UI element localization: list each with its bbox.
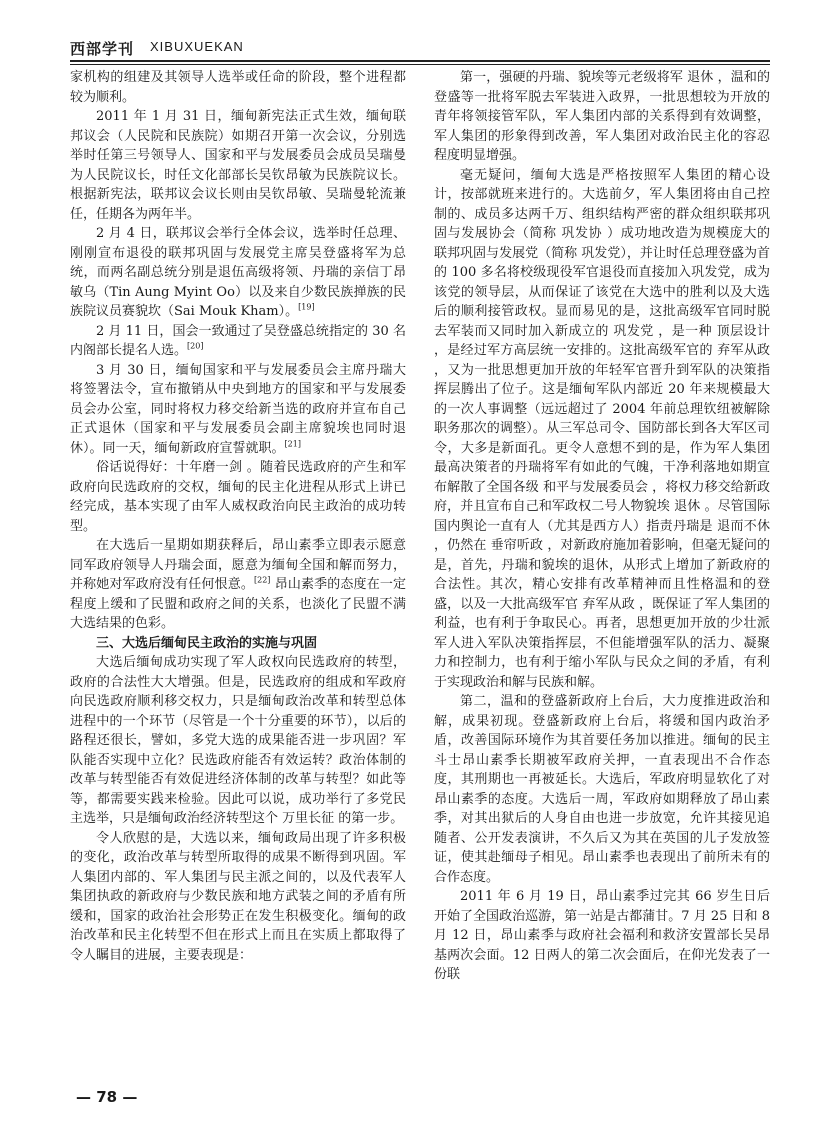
- left-column: [70, 68, 406, 965]
- section-heading: 三、大选后缅甸民主政治的实施与巩固: [96, 635, 318, 651]
- paragraph: 2011 年 1 月 31 日，缅甸新宪法正式生效，缅甸联邦议会（人民院和民族院）如期召开第一次会议，分别选举时任第三号领导人、国家和平与发展委员会成员吴瑞曼为人民院议长，时任文化部部长吴钦昂敏为民族院议长。根据新宪法，联邦议会议长则由吴钦昂敏、吴瑞曼轮流兼任，任期各为两年半。: [70, 109, 406, 222]
- paragraph: 3 月 30 日，缅甸国家和平与发展委员会主席丹瑞大将签署法令，宣布撤销从中央到地方的国家和平与发展委员会办公室，同时将权力移交给新当选的政府并宣布自己正式退休（国家和平与发展委员会副主席貌埃也同时退休）。同一天，缅甸新政府宣誓就职。[21]: [70, 362, 406, 456]
- paragraph: 毫无疑问，缅甸大选是严格按照军人集团的精心设计，按部就班来进行的。大选前夕，军人集团将由自己控制的、成员多达两千万、组织结构严密的群众组织联邦巩固与发展协会（简称 巩发协 ）成功地改造为规模庞大的 联邦巩固与发展党（简称 巩发党），并让时任总理登盛为首的 100 多名将校级现役军官退役而直接加入巩发党，成为该党的领导层，从而保证了该党在大选中的胜利以及大选后的顺利接管政权。显而易见的是，这批高级军官同时脱去军装而又同时加入新成立的 巩发党 ，是一种 顶层设计 ，是经过军方高层统一安排的。这批高级军官的 弃军从政 ，又为一批思想更加开放的年轻军官晋升到军队的决策指挥层腾出了位子。这是缅甸军队内部近 20 年来规模最大的一次人事调整（远远超过了 2004 年前总理钦纽被解除职务那次的调整）。从三军总司令、国防部长到各大军区司令，大多是新面孔。更令人意想不到的是，作为军人集团最高决策者的丹瑞将军有如此的气魄，干净利落地如期宣布解散了全国各级 和平与发展委员会 ，将权力移交给新政府，并且宣布自己和军政权二号人物貌埃 退休 。尽管国际国内舆论一直有人（尤其是西方人）指责丹瑞是 退而不休 ，仍然在 垂帘听政 ，对新政府施加着影响，但毫无疑问的是，首先，丹瑞和貌埃的退休，从形式上增加了新政府的合法性。其次，精心安排有改革精神而且性格温和的登盛，以及一大批高级军官 弃军从政 ，既保证了军人集团的利益，也有利于争取民心。再者，思想更加开放的少壮派军人进入军队决策指挥层，不但能增强军队的活力、凝聚力和控制力，也有利于缩小军队与民众之间的矛盾，有利于实现政治和解与民族和解。: [434, 167, 770, 690]
- citation: [22]: [254, 575, 271, 585]
- paragraph: 家机构的组建及其领导人选举或任命的阶段，整个进程都较为顺利。: [70, 70, 406, 105]
- journal-title: 西部学刊: [70, 40, 135, 58]
- right-column: [434, 68, 770, 985]
- paragraph: 第二，温和的登盛新政府上台后，大力度推进政治和解，成果初现。登盛新政府上台后，将缓和国内政治矛盾，改善国际环境作为其首要任务加以推进。缅甸的民主斗士昂山素季长期被军政府关押，一直表现出不合作态度，其刑期也一再被延长。大选后，军政府明显软化了对昂山素季的态度。大选后一周，军政府如期释放了昂山素季，对其出狱后的人身自由也进一步放宽，允许其接见追随者、公开发表演讲，不久后又为其在英国的儿子发放签证，使其赴缅母子相见。昂山素季也表现出了前所未有的合作态度。: [434, 694, 770, 885]
- paragraph: 第一，强硬的丹瑞、貌埃等元老级将军 退休 ，温和的登盛等一批将军脱去军装进入政界，一批思想较为开放的青年将领接管军队，军人集团内部的关系得到有效调整，军人集团的形象得到改善，军人集团对政治民主化的容忍程度明显增强。: [434, 70, 770, 163]
- page-number: — 78 —: [76, 1088, 138, 1106]
- header-rule-thin: [70, 64, 770, 65]
- header-rule: [70, 60, 770, 62]
- paragraph: 2 月 11 日，国会一致通过了吴登盛总统指定的 30 名内阁部长提名人选。[20]: [70, 323, 406, 358]
- paragraph: 2 月 4 日，联邦议会举行全体会议，选举时任总理、刚刚宣布退役的联邦巩固与发展党主席吴登盛将军为总统，而两名副总统分别是退伍高级将领、丹瑞的亲信丁昂敏乌（Tin Aung Myint Oo）以及来自少数民族掸族的民族院议员赛貌坎（Sai Mouk Kham）。[19]: [70, 226, 406, 319]
- paragraph: 令人欣慰的是，大选以来，缅甸政局出现了许多积极的变化，政治改革与转型所取得的成果不断得到巩固。军人集团内部的、军人集团与民主派之间的，以及代表军人集团执政的新政府与少数民族和地方武装之间的矛盾有所缓和，国家的政治社会形势正在发生积极变化。缅甸的政治改革和民主化转型不但在形式上而且在实质上都取得了令人瞩目的进展，主要表现是：: [70, 830, 406, 963]
- citation: [21]: [284, 439, 301, 449]
- citation: [19]: [298, 302, 315, 312]
- paragraph: 大选后缅甸成功实现了军人政权向民选政府的转型，政府的合法性大大增强。但是，民选政府的组成和军政府向民选政府顺利移交权力，只是缅甸政治改革和转型总体进程中的一个环节（尽管是一个十分重要的环节），以后的路程还很长，譬如，多党大选的成果能否进一步巩固？军队能否实现中立化？民选政府能否有效运转？政治体制的改革与转型能否有效促进经济体制的改革与转型？如此等等，都需要实践来检验。因此可以说，成功举行了多党民主选举，只是缅甸政治经济转型这个 万里长征 的第一步。: [70, 655, 406, 826]
- paragraph: 2011 年 6 月 19 日，昂山素季过完其 66 岁生日后开始了全国政治巡游，第一站是古都蒲甘。7 月 25 日和 8 月 12 日，昂山素季与政府社会福利和救济安置部长吴昂基两次会面。12 日两人的第二次会面后，在仰光发表了一份联: [434, 889, 770, 982]
- journal-title-en: XIBUXUEKAN: [150, 39, 244, 54]
- paragraph: 俗话说得好：十年磨一剑 。随着民选政府的产生和军政府向民选政府的交权，缅甸的民主化进程从形式上讲已经完成，基本实现了由军人威权政治向民主政治的成功转型。: [70, 460, 406, 534]
- paragraph: 在大选后一星期如期获释后，昂山素季立即表示愿意同军政府领导人丹瑞会面，愿意为缅甸全国和解而努力，并称她对军政府没有任何恨意。[22] 昂山素季的态度在一定程度上缓和了民盟和政府之间的关系，也淡化了民盟不满大选结果的色彩。: [70, 538, 406, 631]
- citation: [20]: [187, 341, 204, 351]
